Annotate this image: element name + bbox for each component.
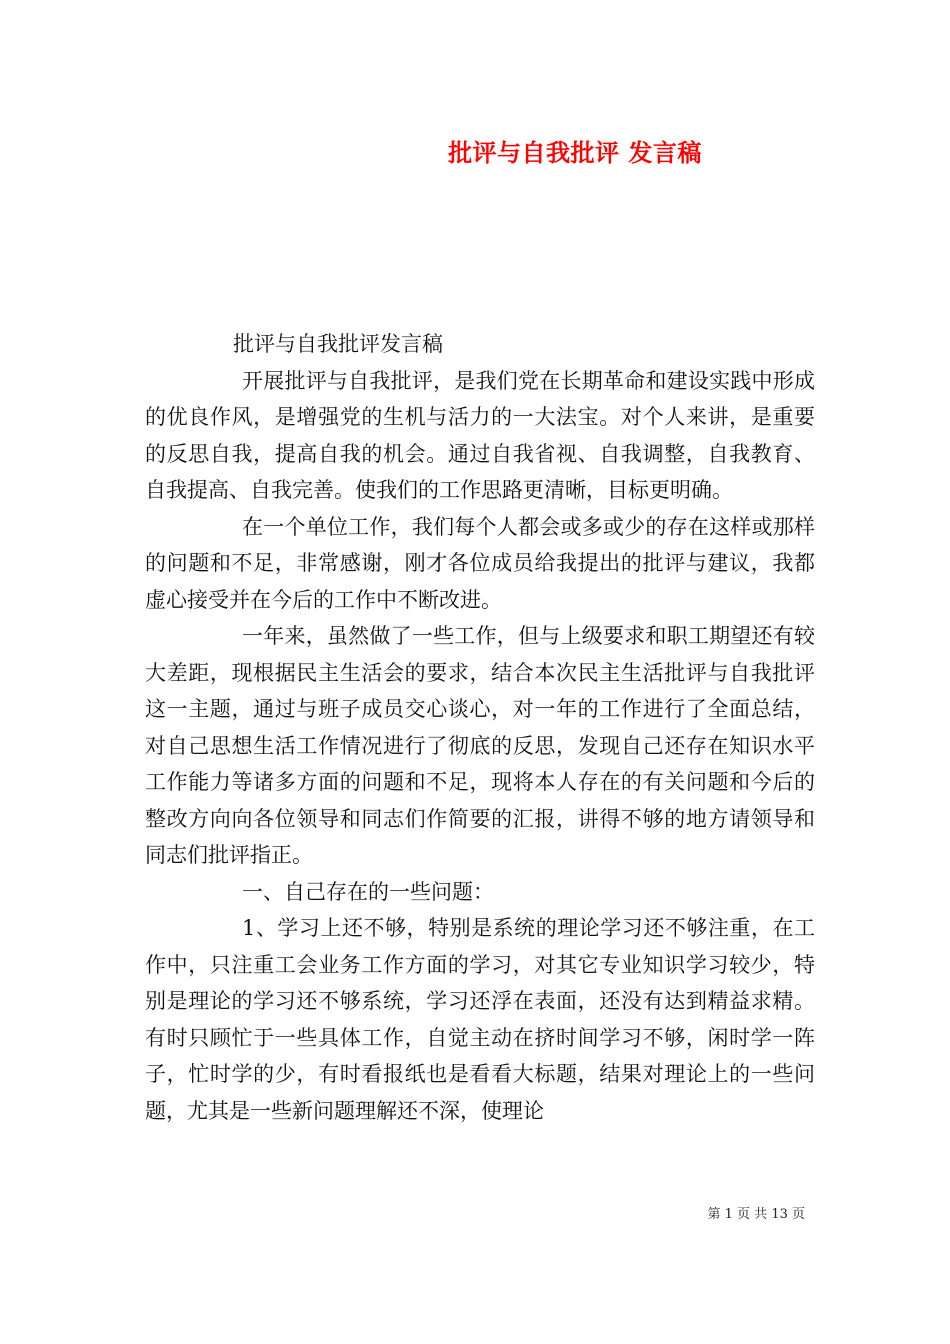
document-body bbox=[145, 326, 815, 1129]
document-title: 批评与自我批评 发言稿 bbox=[448, 138, 702, 167]
paragraph: 一年来，虽然做了一些工作，但与上级要求和职工期望还有较大差距，现根据民主生活会的要求，结合本次民主生活批评与自我批评这一主题，通过与班子成员交心谈心，对一年的工作进行了全面总结，对自己思想生活工作情况进行了彻底的反思，发现自己还存在知识水平工作能力等诸多方面的问题和不足，现将本人存在的有关问题和今后的整改方向向各位领导和同志们作简要的汇报，讲得不够的地方请领导和同志们批评指正。 bbox=[145, 624, 815, 867]
paragraph: 1、学习上还不够，特别是系统的理论学习还不够注重，在工作中，只注重工会业务工作方面的学习，对其它专业知识学习较少，特别是理论的学习还不够系统，学习还浮在表面，还没有达到精益求精。有时只顾忙于一些具体工作，自觉主动在挤时间学习不够，闲时学一阵子，忙时学的少，有时看报纸也是看看大标题，结果对理论上的一些问题，尤其是一些新问题理解还不深，使理论 bbox=[145, 916, 815, 1123]
section-heading: 一、自己存在的一些问题： bbox=[242, 879, 494, 904]
paragraph: 开展批评与自我批评，是我们党在长期革命和建设实践中形成的优良作风，是增强党的生机与活力的一大法宝。对个人来讲，是重要的反思自我，提高自我的机会。通过自我省视、自我调整，自我教育、自我提高、自我完善。使我们的工作思路更清晰，目标更明确。 bbox=[145, 368, 815, 502]
page-number: 第 1 页 共 13 页 bbox=[707, 1207, 805, 1222]
document-subtitle: 批评与自我批评发言稿 bbox=[233, 332, 443, 356]
paragraph: 在一个单位工作，我们每个人都会或多或少的存在这样或那样的问题和不足，非常感谢，刚才各位成员给我提出的批评与建议，我都虚心接受并在今后的工作中不断改进。 bbox=[145, 514, 815, 612]
